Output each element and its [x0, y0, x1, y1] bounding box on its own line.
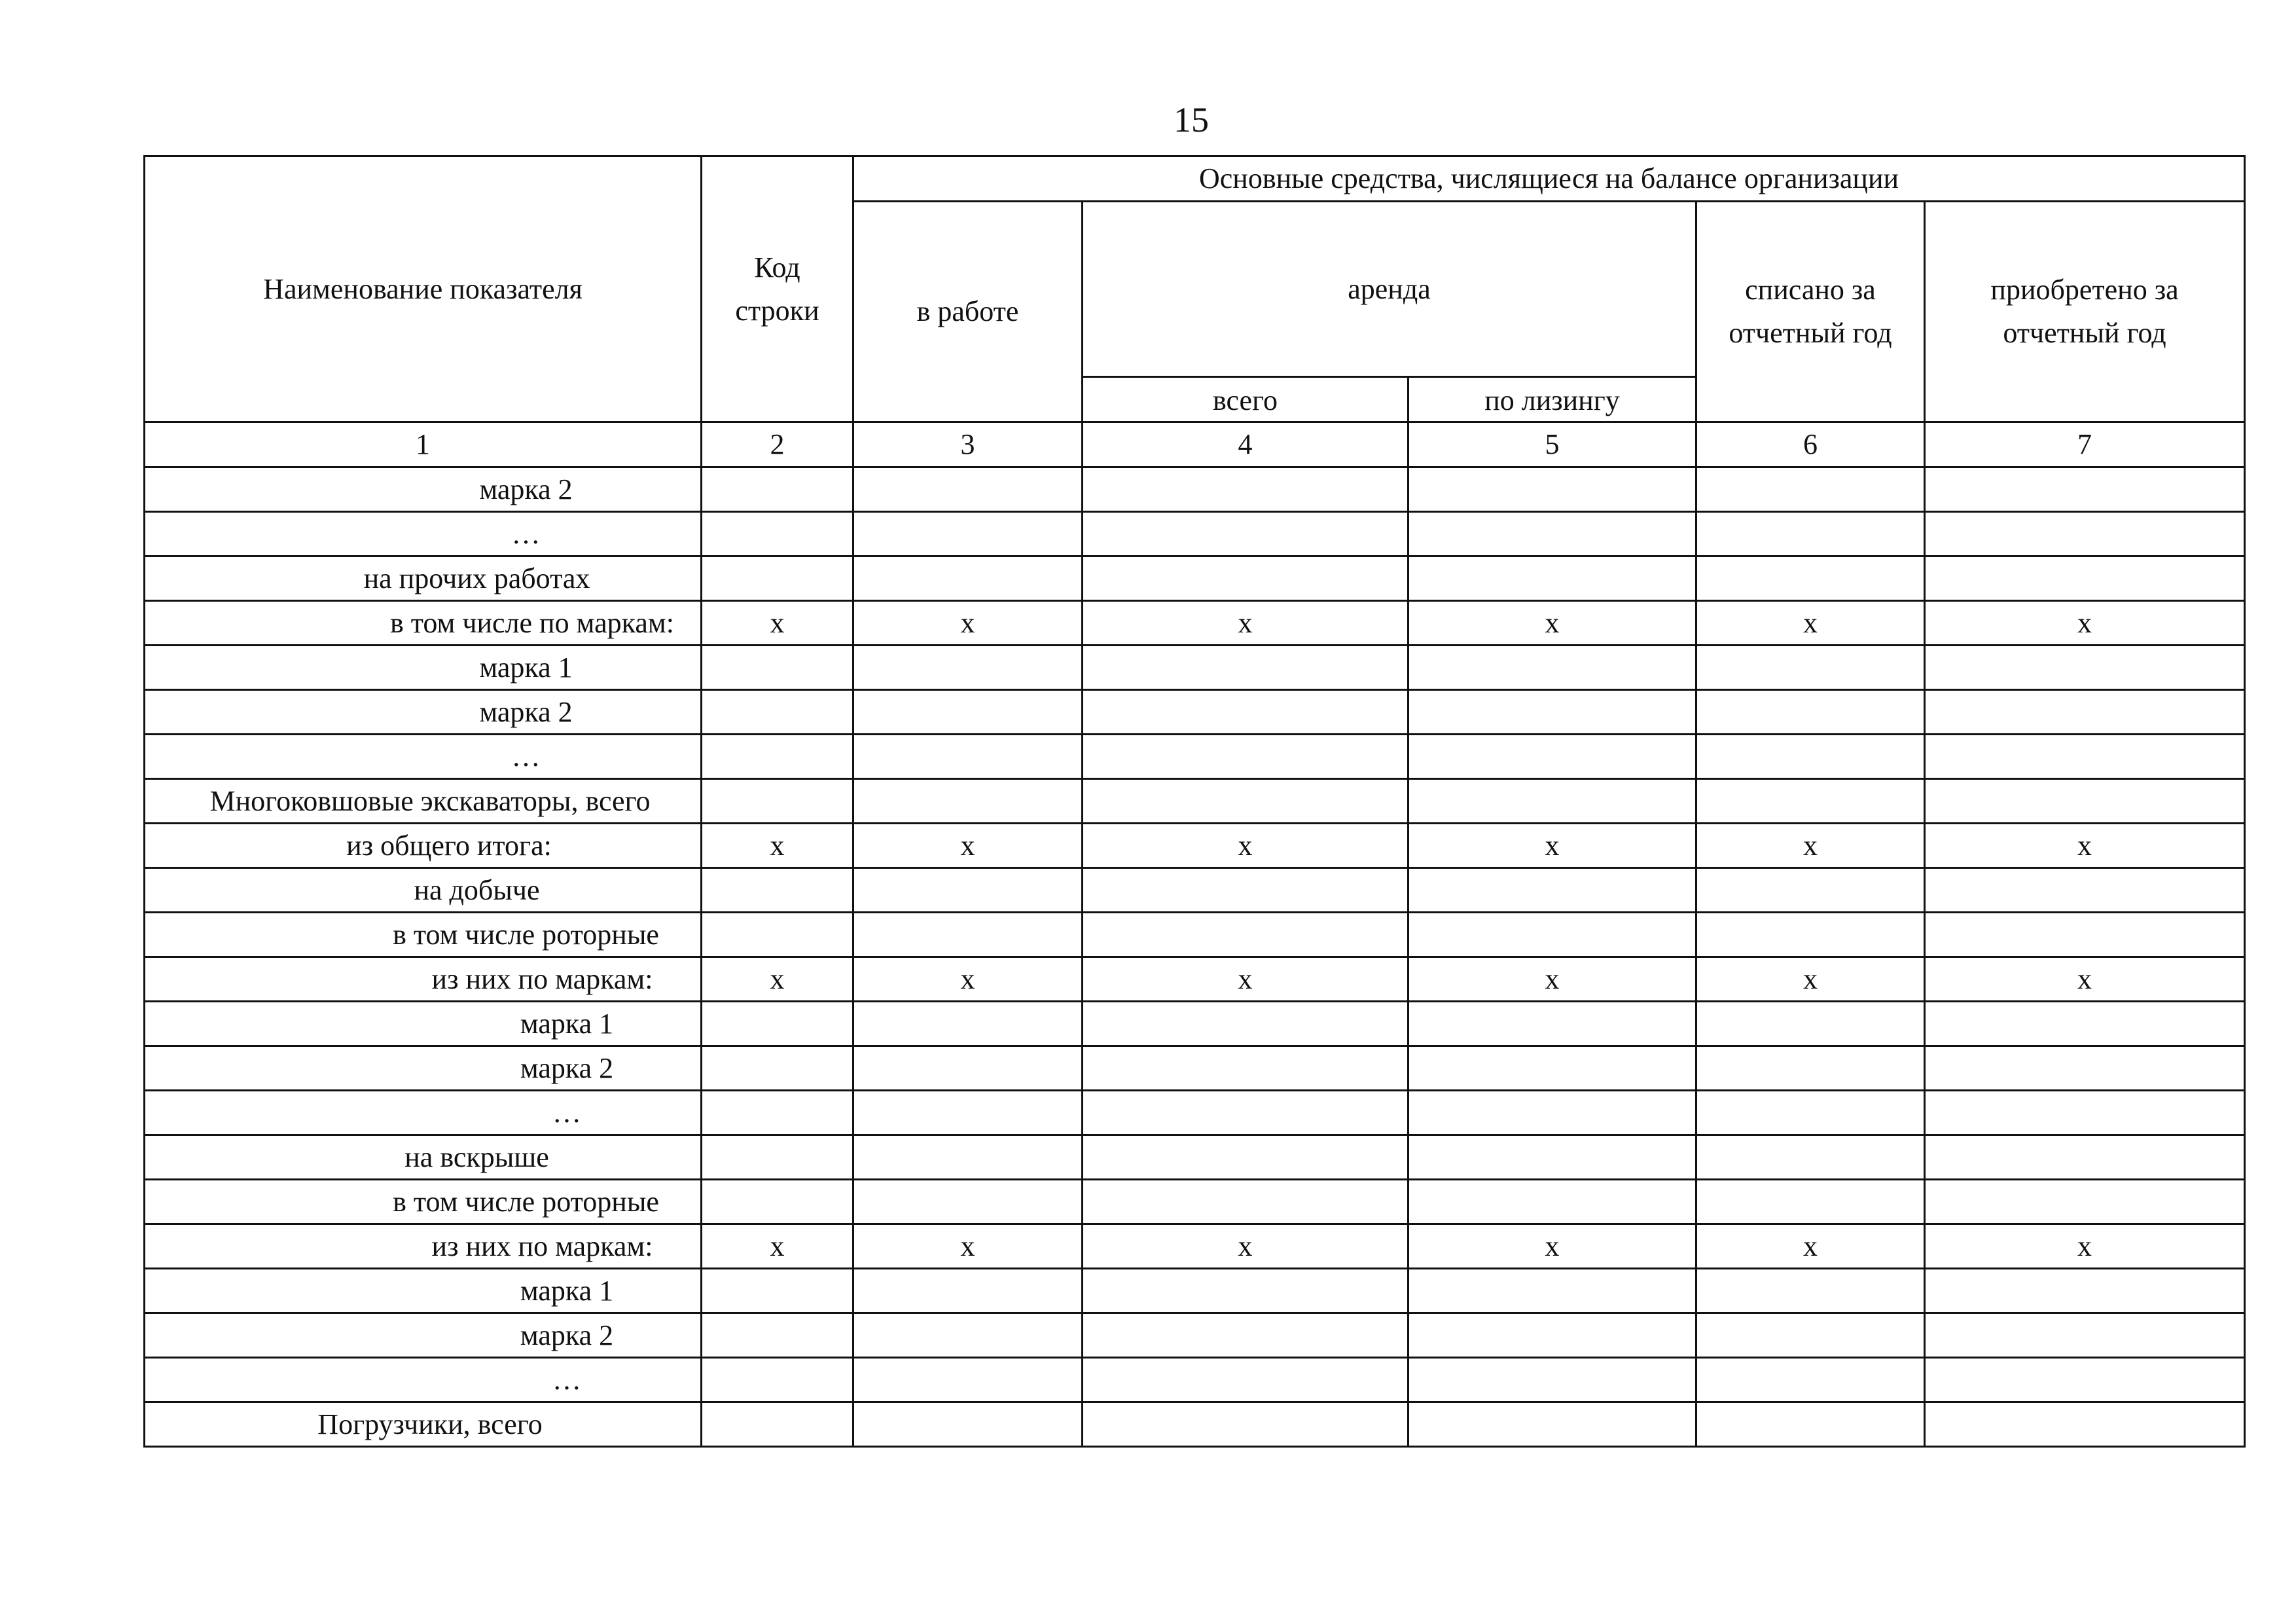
table-cell: [1696, 779, 1925, 824]
table-cell: [1408, 1313, 1696, 1358]
table-cell: [853, 913, 1083, 957]
row-label: марка 1: [145, 1269, 702, 1313]
table-row: [145, 467, 2245, 512]
table-cell: [702, 1091, 853, 1135]
table-cell: [1408, 913, 1696, 957]
column-numbers-row: [145, 422, 2245, 467]
table-cell: [1083, 1402, 1408, 1447]
row-label: марка 1: [145, 1002, 702, 1046]
table-cell: [1925, 1180, 2245, 1224]
table-cell: [1408, 1180, 1696, 1224]
table-cell: [1925, 1269, 2245, 1313]
column-number: 5: [1408, 422, 1696, 467]
table-row: [145, 1402, 2245, 1447]
table-cell: [1925, 868, 2245, 913]
row-label: марка 1: [145, 646, 702, 690]
table-cell: [1083, 1269, 1408, 1313]
table-cell: [1408, 735, 1696, 779]
page-number: 15: [1174, 100, 1209, 139]
table-cell: х: [1083, 1224, 1408, 1269]
table-row: [145, 601, 2245, 646]
table-cell: [702, 1135, 853, 1180]
table-cell: [1408, 779, 1696, 824]
table-cell: [853, 1135, 1083, 1180]
table-cell: [702, 735, 853, 779]
table-cell: [1408, 1091, 1696, 1135]
row-label: на добыче: [145, 868, 702, 913]
table-cell: х: [853, 824, 1083, 868]
header-indicator-name: Наименование показателя: [145, 156, 702, 422]
table-cell: х: [1408, 1224, 1696, 1269]
table-row: [145, 957, 2245, 1002]
table-cell: [1408, 646, 1696, 690]
table-cell: [853, 1180, 1083, 1224]
table-cell: [702, 467, 853, 512]
row-label: из них по маркам:: [145, 957, 702, 1002]
table-row: [145, 690, 2245, 735]
table-cell: [1696, 556, 1925, 601]
row-label: из них по маркам:: [145, 1224, 702, 1269]
table-cell: [702, 646, 853, 690]
table-cell: [1925, 1002, 2245, 1046]
table-cell: [1925, 467, 2245, 512]
table-cell: [1696, 1046, 1925, 1091]
table-cell: [1696, 1002, 1925, 1046]
table-cell: [702, 1402, 853, 1447]
table-cell: [702, 512, 853, 556]
table-row: [145, 556, 2245, 601]
table-cell: [1696, 1402, 1925, 1447]
table-cell: х: [1925, 601, 2245, 646]
table-cell: [1083, 512, 1408, 556]
table-cell: [702, 913, 853, 957]
table-cell: [1083, 1358, 1408, 1402]
table-row: [145, 735, 2245, 779]
table-row: [145, 1269, 2245, 1313]
table-cell: [1696, 735, 1925, 779]
table-cell: [1925, 913, 2245, 957]
header-rent-total: всего: [1083, 377, 1408, 422]
table-cell: х: [1696, 957, 1925, 1002]
table-cell: х: [702, 957, 853, 1002]
table-cell: [1696, 512, 1925, 556]
header-written-off: списано за отчетный год: [1696, 202, 1925, 422]
table-cell: [1408, 556, 1696, 601]
header-acquired: приобретено за отчетный год: [1925, 202, 2245, 422]
column-number: 6: [1696, 422, 1925, 467]
table-row: [145, 1224, 2245, 1269]
table-row: [145, 1135, 2245, 1180]
table-cell: [702, 1269, 853, 1313]
row-label: …: [145, 1091, 702, 1135]
table-cell: [1696, 1091, 1925, 1135]
table-cell: х: [702, 824, 853, 868]
row-label: на прочих работах: [145, 556, 702, 601]
table-cell: [1408, 868, 1696, 913]
table-cell: [1696, 868, 1925, 913]
row-label: марка 2: [145, 467, 702, 512]
table-cell: [1083, 556, 1408, 601]
table-cell: [853, 467, 1083, 512]
table-cell: [1408, 467, 1696, 512]
table-cell: [702, 868, 853, 913]
table-cell: [1925, 1358, 2245, 1402]
header-row-1: [145, 156, 2245, 202]
table-cell: [853, 1313, 1083, 1358]
table-cell: х: [1083, 601, 1408, 646]
table-cell: х: [1408, 957, 1696, 1002]
row-label: из общего итога:: [145, 824, 702, 868]
table-cell: [853, 646, 1083, 690]
table-cell: [702, 690, 853, 735]
table-cell: [853, 1358, 1083, 1402]
table-cell: [1925, 556, 2245, 601]
row-label: Погрузчики, всего: [145, 1402, 702, 1447]
row-label: в том числе роторные: [145, 1180, 702, 1224]
table-cell: [853, 1002, 1083, 1046]
table-cell: [1925, 1135, 2245, 1180]
table-cell: [853, 690, 1083, 735]
table-cell: [1083, 1313, 1408, 1358]
table-cell: [1925, 690, 2245, 735]
table-cell: х: [1696, 601, 1925, 646]
table-cell: [1696, 1135, 1925, 1180]
table-cell: [1083, 1180, 1408, 1224]
table-cell: [1083, 646, 1408, 690]
row-label: марка 2: [145, 1046, 702, 1091]
table-cell: [702, 1313, 853, 1358]
table-cell: [1925, 735, 2245, 779]
row-label: в том числе по маркам:: [145, 601, 702, 646]
table-cell: [1925, 779, 2245, 824]
table-cell: [1925, 1046, 2245, 1091]
table-cell: [1696, 1269, 1925, 1313]
table-cell: [1083, 913, 1408, 957]
fixed-assets-table: [143, 155, 2246, 1448]
table-cell: [853, 1046, 1083, 1091]
table-cell: х: [1696, 1224, 1925, 1269]
table-cell: [702, 1358, 853, 1402]
table-cell: [1696, 646, 1925, 690]
table-cell: х: [702, 1224, 853, 1269]
table-cell: х: [1083, 824, 1408, 868]
table-row: [145, 868, 2245, 913]
table-cell: [853, 1269, 1083, 1313]
row-label: марка 2: [145, 690, 702, 735]
table-cell: х: [1925, 957, 2245, 1002]
table-cell: [1083, 690, 1408, 735]
table-cell: [1408, 1402, 1696, 1447]
row-label: на вскрыше: [145, 1135, 702, 1180]
row-label: в том числе роторные: [145, 913, 702, 957]
header-in-work: в работе: [853, 202, 1083, 422]
table-cell: [1083, 868, 1408, 913]
row-label: Многоковшовые экскаваторы, всего: [145, 779, 702, 824]
table-cell: [1925, 1402, 2245, 1447]
table-cell: х: [1408, 824, 1696, 868]
table-cell: [1925, 646, 2245, 690]
table-row: [145, 646, 2245, 690]
table-row: [145, 1358, 2245, 1402]
table-cell: [1696, 1180, 1925, 1224]
column-number: 1: [145, 422, 702, 467]
table-cell: [1408, 1135, 1696, 1180]
column-number: 7: [1925, 422, 2245, 467]
table-cell: [1083, 1091, 1408, 1135]
table-cell: [1408, 1002, 1696, 1046]
table-row: [145, 824, 2245, 868]
table-cell: [1925, 512, 2245, 556]
table-row: [145, 512, 2245, 556]
table-cell: [702, 1180, 853, 1224]
table-cell: х: [853, 601, 1083, 646]
table-cell: [853, 512, 1083, 556]
table-cell: [1925, 1313, 2245, 1358]
table-cell: [1408, 1269, 1696, 1313]
table-row: [145, 1046, 2245, 1091]
table-row: [145, 913, 2245, 957]
table-cell: [1408, 1358, 1696, 1402]
column-number: 3: [853, 422, 1083, 467]
table-cell: х: [1925, 1224, 2245, 1269]
row-label: марка 2: [145, 1313, 702, 1358]
header-row-code: Код строки: [702, 156, 853, 422]
table-cell: [853, 1402, 1083, 1447]
row-label: …: [145, 735, 702, 779]
table-cell: [702, 779, 853, 824]
header-fixed-assets-group: Основные средства, числящиеся на балансе организации: [853, 156, 2245, 202]
header-rent-leasing: по лизингу: [1408, 377, 1696, 422]
table-cell: [1083, 467, 1408, 512]
table-cell: [702, 1046, 853, 1091]
column-number: 2: [702, 422, 853, 467]
table-cell: х: [853, 1224, 1083, 1269]
table-cell: х: [1925, 824, 2245, 868]
table-cell: [1408, 1046, 1696, 1091]
table-cell: [1925, 1091, 2245, 1135]
table-cell: [1083, 779, 1408, 824]
table-row: [145, 1002, 2245, 1046]
table-cell: [1083, 1046, 1408, 1091]
table-cell: [1408, 690, 1696, 735]
table-cell: [853, 1091, 1083, 1135]
table-cell: [1696, 690, 1925, 735]
row-label: …: [145, 512, 702, 556]
table-cell: [1083, 735, 1408, 779]
header-rent: аренда: [1083, 202, 1696, 377]
table-cell: х: [1083, 957, 1408, 1002]
table-cell: х: [1408, 601, 1696, 646]
table-cell: [1083, 1002, 1408, 1046]
table-cell: [1083, 1135, 1408, 1180]
table-cell: х: [1696, 824, 1925, 868]
table-cell: [853, 779, 1083, 824]
table-cell: [702, 556, 853, 601]
table-row: [145, 779, 2245, 824]
table-cell: х: [853, 957, 1083, 1002]
column-number: 4: [1083, 422, 1408, 467]
table-cell: [1696, 913, 1925, 957]
table-cell: [1696, 1358, 1925, 1402]
table-row: [145, 1091, 2245, 1135]
table-cell: х: [702, 601, 853, 646]
table-row: [145, 1180, 2245, 1224]
table-cell: [853, 868, 1083, 913]
table-cell: [1408, 512, 1696, 556]
row-label: …: [145, 1358, 702, 1402]
table-cell: [1696, 1313, 1925, 1358]
table-row: [145, 1313, 2245, 1358]
table-cell: [853, 735, 1083, 779]
table-cell: [1696, 467, 1925, 512]
table-cell: [853, 556, 1083, 601]
table-cell: [702, 1002, 853, 1046]
